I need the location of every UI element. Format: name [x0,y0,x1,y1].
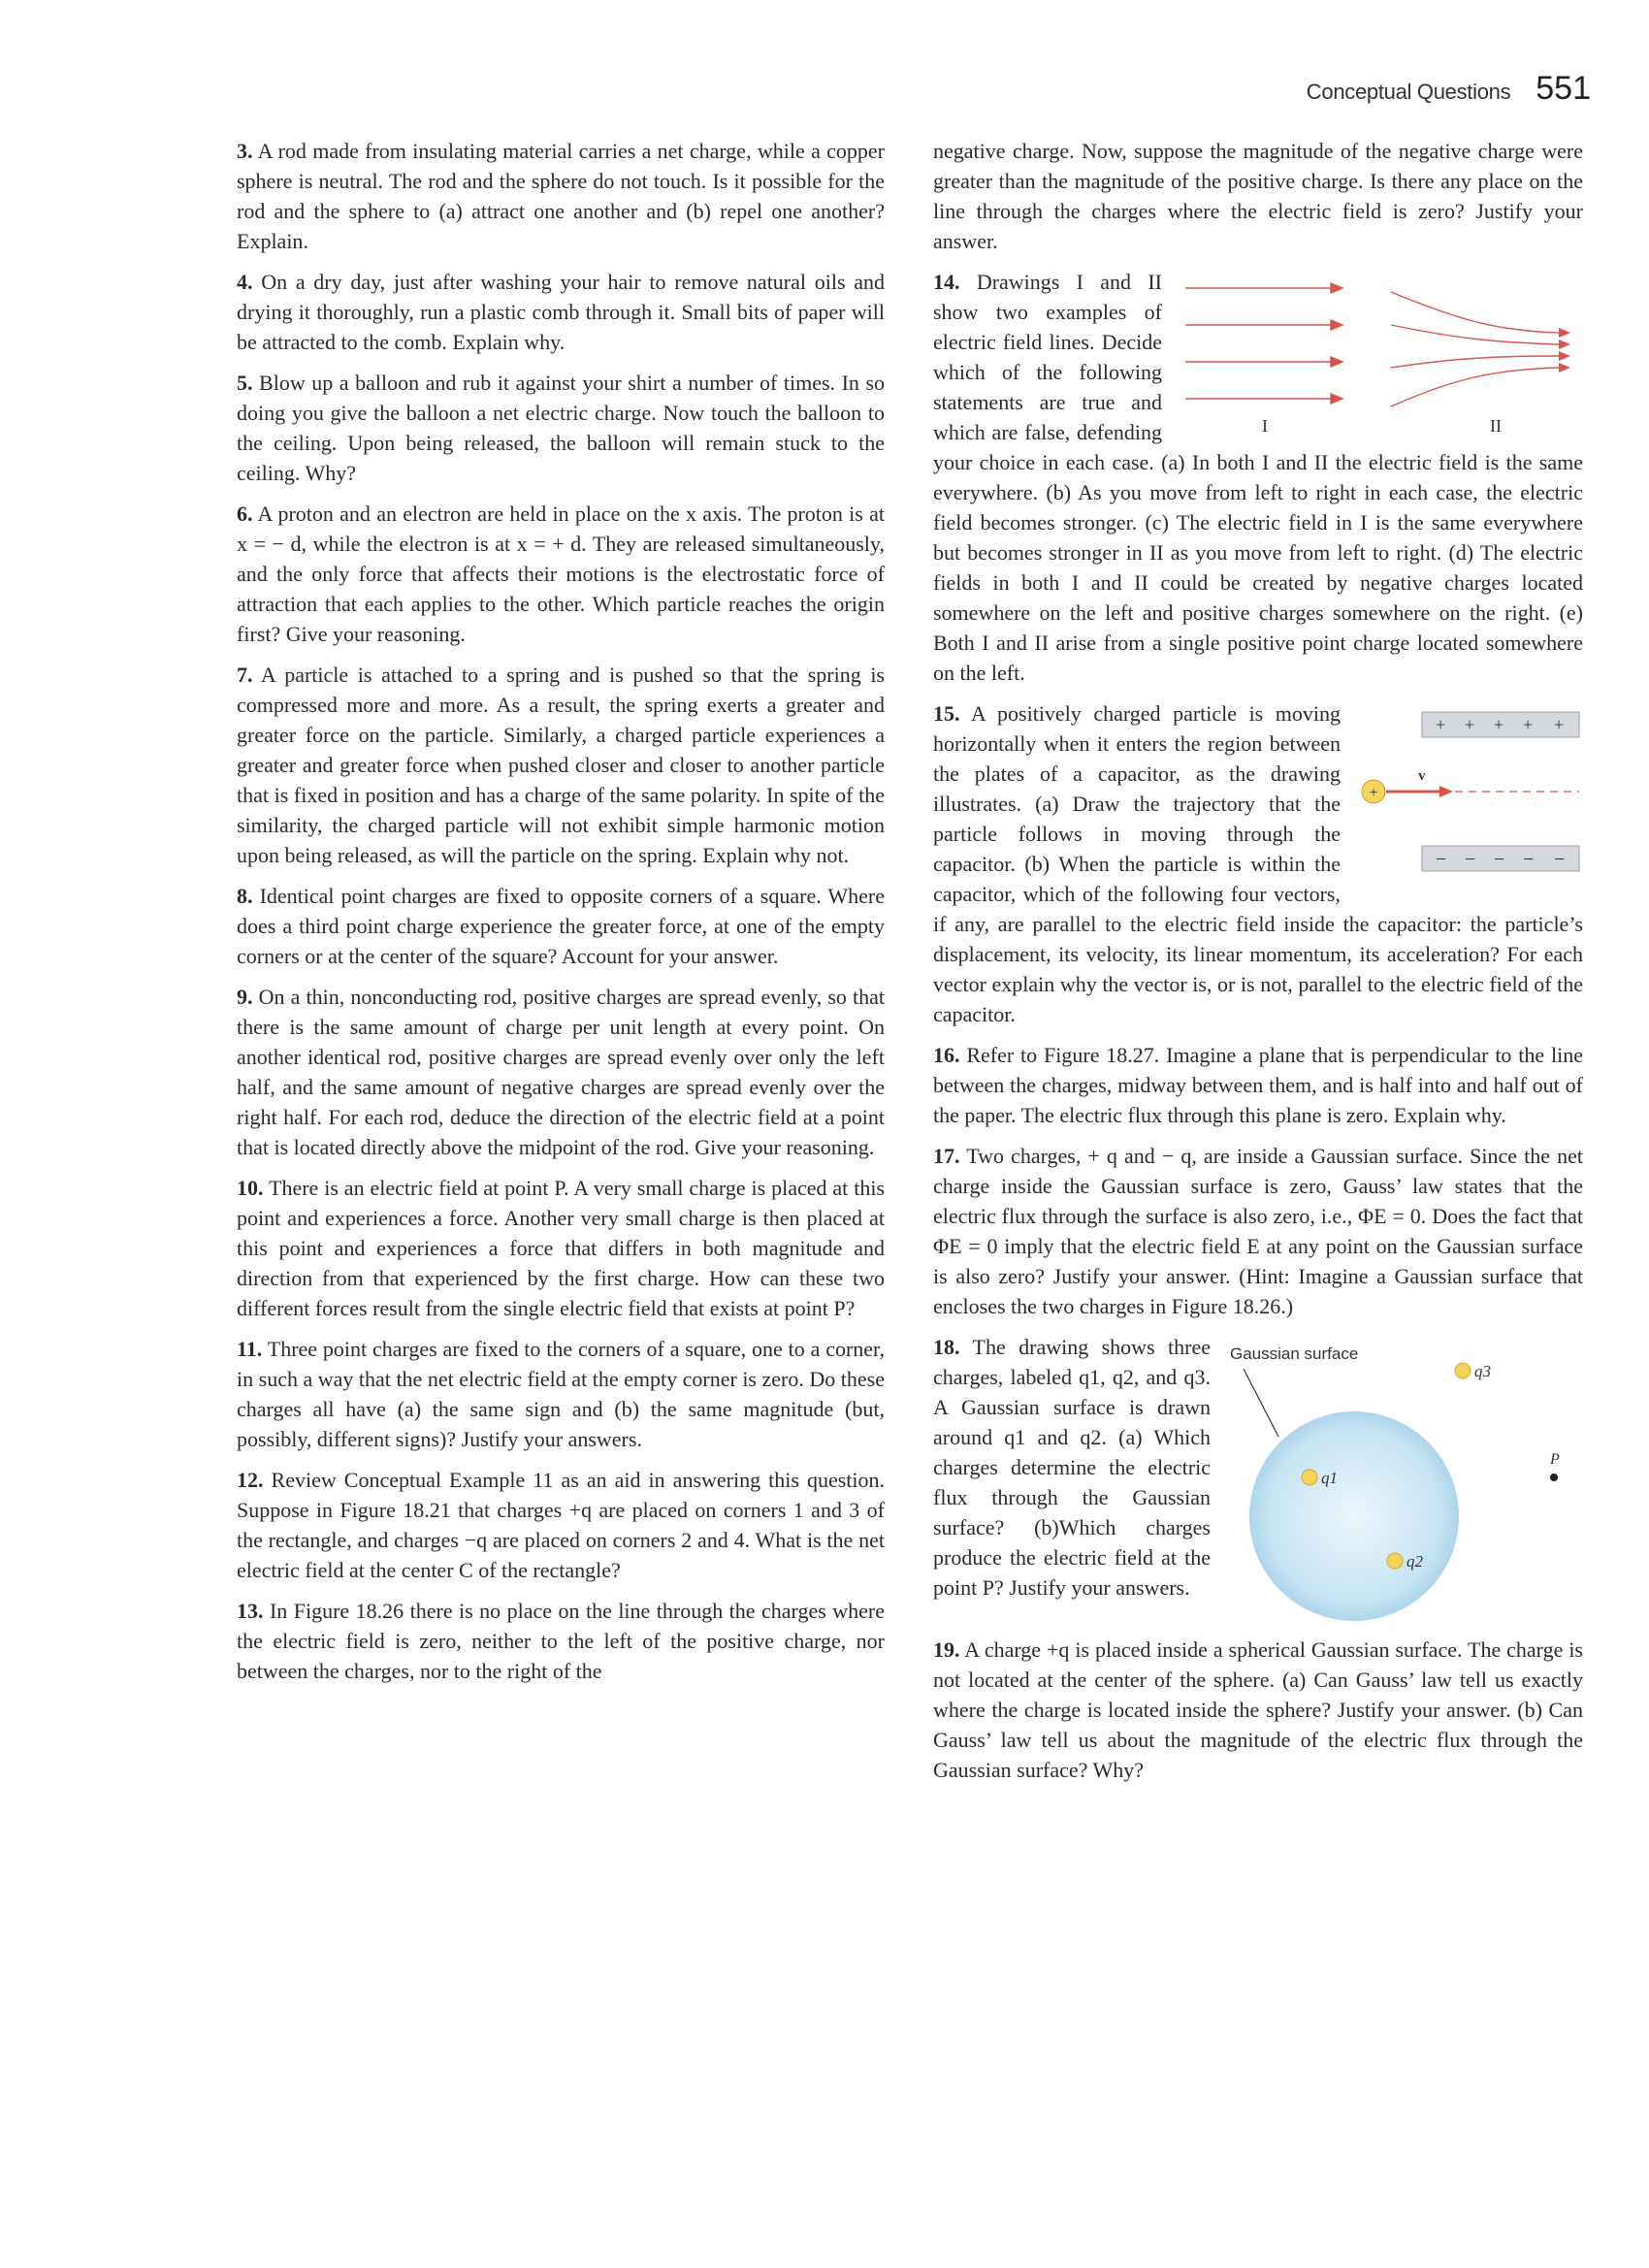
figure-gaussian-surface [1224,1336,1583,1631]
question-13-continued: negative charge. Now, suppose the magnitude of the negative charge were greater than the magnitude of the positive charge. Is there any place on the line through the charges where the electric field is zero? Justify your answer. [933,139,1583,253]
label-point-p: P [1550,1451,1560,1468]
charge-q2 [1387,1553,1403,1569]
question-19: 19. A charge +q is placed inside a spherical Gaussian surface. The charge is not located at the center of the sphere. (a) Can Gauss’ law tell us exactly where the charge is located inside the sphere? Justify your answer. (b) Can Gauss’ law tell us about the magnitude of the electric flux through the Gaussian surface? Why? [933,1637,1583,1782]
question-3: 3. A rod made from insulating material carries a net charge, while a copper sphere is neutral. The rod and the sphere do not touch. Is it possible for the rod and the sphere to (a) attract one another and (b) repel one another? Explain. [237,139,885,253]
question-12: 12. Review Conceptual Example 11 as an aid in answering this question. Suppose in Figure 18.21 that charges +q are placed on corners 1 and 3 of the rectangle, and charges −q are placed on corners 2 and 4. What is the net electric field at the center C of the rectangle? [237,1468,886,1582]
label-q2: q2 [1406,1552,1423,1571]
svg-text:−: − [1523,849,1535,870]
svg-text:−: − [1436,849,1447,870]
question-15: + + + + + − − − − − + v 15. A positively charged particle is moving horizontally when it enters the region between the plates of a capacitor, as the drawing illustrates. (a) Draw the trajectory that the particle follows in moving through the capacitor. (b) When the particle is within the capacitor, which of the following four vectors, if any, are parallel to the electric field inside the capacitor: the particle’s displacement, its velocity, its linear momentum, its acceleration? For each vector explain why the vector is, or is not, parallel to the electric field of the capacitor. [933,701,1583,1026]
svg-text:−: − [1554,849,1566,870]
field-lines-I [1185,283,1342,404]
svg-text:−: − [1465,849,1476,870]
charge-q3 [1455,1363,1471,1378]
svg-text:−: − [1494,849,1505,870]
figure-capacitor [1354,704,1583,879]
question-7: 7. A particle is attached to a spring and is pushed so that the spring is compressed more and more. As a result, the spring exerts a greater and greater force on the particle. Similarly, a charged particle experiences a greater and greater force when pushed closer and closer to another particle that is fixed in position and has a charge of the same polarity. In spite of the similarity, the charged particle will not exhibit simple harmonic motion upon being released, as will the particle on the spring. Explain why not. [237,663,885,867]
gaussian-surface-label: Gaussian surface [1230,1345,1359,1363]
question-17: 17. Two charges, + q and − q, are inside a Gaussian surface. Since the net charge inside the Gaussian surface is zero, Gauss’ law states that the electric flux through the surface is also zero, i.e., ΦE = 0. Does the fact that ΦE = 0 imply that the electric field E at any point on the Gaussian surface is also zero? Justify your answer. (Hint: Imagine a Gaussian surface that encloses the two charges in Figure 18.26.) [933,1144,1583,1318]
label-I: I [1262,416,1268,436]
label-q1: q1 [1321,1469,1338,1487]
charge-q1 [1302,1470,1317,1485]
page-number: 551 [1536,70,1591,107]
question-8: 8. Identical point charges are fixed to opposite corners of a square. Where does a third point charge experience the greater force, at one of the empty corners or at the center of the square? Account for your answer. [237,884,885,968]
particle-sign: + [1369,785,1378,801]
right-column [933,136,1583,1796]
question-10: 10. There is an electric field at point P. A very small charge is placed at this point and experiences a force. Another very small charge is then placed at this point and experiences a force that differs in both magnitude and direction from that experienced by the first charge. How can these two different forces result from the single electric field that exists at point P? [237,1176,885,1320]
label-II: II [1490,416,1502,436]
svg-text:+: + [1436,715,1446,734]
question-11: 11. Three point charges are fixed to the corners of a square, one to a corner, in such a way that the net electric field at the empty corner is zero. Do these charges all have (a) the same sign and (b) the same magnitude (but, possibly, different signs)? Justify your answers. [237,1337,886,1451]
label-q3: q3 [1474,1362,1491,1380]
figure-field-lines [1176,271,1583,437]
left-column [237,136,885,1697]
svg-text:+: + [1554,715,1565,734]
question-4: 4. On a dry day, just after washing your hair to remove natural oils and drying it thoroughly, run a plastic comb through it. Small bits of paper will be attracted to the comb. Explain why. [237,270,885,354]
question-18: Gaussian surface q1 q2 q3 P 18. The drawing shows three charges, labeled q1, q2, and q3. A Gaussian surface is drawn around q1 and q2. (a) Which charges determine the electric flux through the Gaussian surface? (b)Which charges produce the electric field at the point P? Justify your answers. [933,1332,1583,1603]
velocity-label: v [1418,768,1426,784]
question-5: 5. Blow up a balloon and rub it against your shirt a number of times. In so doing you give the balloon a net electric charge. Now touch the balloon to the ceiling. Upon being released, the balloon will remain stuck to the ceiling. Why? [237,371,886,485]
question-14: I II 14. Drawings I and II show two examples of electric field lines. Decide which of the following statements are true and which are false, defending your choice in each case. (a) In both I and II the electric field is the same everywhere. (b) As you move from left to right in each case, the electric field becomes stronger. (c) The electric field in I is the same everywhere but becomes stronger in II as you move from left to right. (d) The electric fields in both I and II could be created by negative charges located somewhere on the left and positive charges somewhere on the right. (e) Both I and II arise from a single positive point charge located somewhere on the left. [933,270,1583,685]
field-lines-II-arrowheads [1559,328,1570,373]
label-leader-line [1244,1369,1278,1437]
svg-text:+: + [1465,715,1475,734]
point-p [1550,1474,1558,1481]
page-header [1307,70,1591,108]
question-13: 13. In Figure 18.26 there is no place on the line through the charges where the electric field is zero, neither to the left of the positive charge, nor between the charges, nor to the right of the [237,1599,885,1683]
svg-text:+: + [1523,715,1534,734]
field-lines-II [1391,292,1559,406]
svg-text:+: + [1494,715,1504,734]
question-16: 16. Refer to Figure 18.27. Imagine a plane that is perpendicular to the line between the charges, midway between them, and is half into and half out of the paper. The electric flux through this plane is zero. Explain why. [933,1043,1583,1127]
gaussian-sphere [1249,1411,1459,1621]
question-6: 6. A proton and an electron are held in place on the x axis. The proton is at x = − d, while the electron is at x = + d. They are released simultaneously, and the only force that affects their motions is the electrostatic force of attraction that each applies to the other. Which particle reaches the origin first? Give your reasoning. [237,502,885,646]
question-9: 9. On a thin, nonconducting rod, positive charges are spread evenly, so that there is the same amount of charge per unit length at every point. On another identical rod, positive charges are spread evenly over only the left half, and the same amount of negative charges are spread evenly over the right half. For each rod, deduce the direction of the electric field at a point that is located directly above the midpoint of the rod. Give your reasoning. [237,985,885,1159]
section-title: Conceptual Questions [1306,80,1511,104]
